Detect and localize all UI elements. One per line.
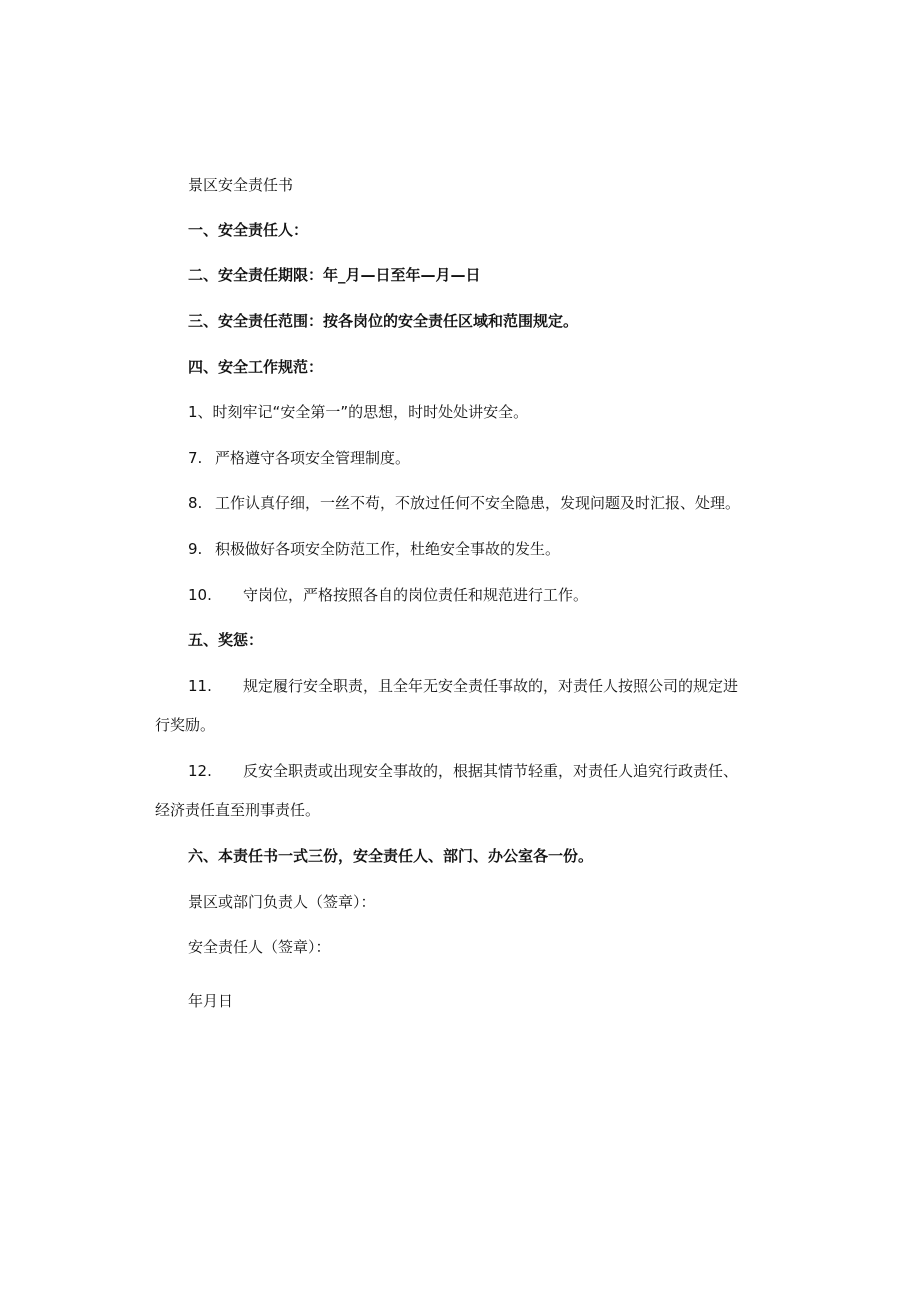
section-5-heading: 五、奖惩：	[188, 631, 264, 649]
list-item	[188, 492, 740, 514]
section-6-heading: 六、本责任书一式三份，安全责任人、部门、办公室各一份。	[188, 847, 594, 865]
list-item-number: 9.	[188, 540, 203, 558]
list-item-number: 11.	[188, 677, 212, 695]
list-item-number: 7.	[188, 449, 203, 467]
list-item	[188, 675, 738, 697]
list-item	[188, 760, 738, 782]
list-item-number: 12.	[188, 762, 212, 780]
list-item-number: 8.	[188, 494, 203, 512]
list-item	[188, 401, 528, 423]
list-item-text: 守岗位，严格按照各自的岗位责任和规范进行工作。	[243, 586, 589, 604]
list-item	[188, 584, 588, 606]
list-item-text: 规定履行安全职责，且全年无安全责任事故的，对责任人按照公司的规定进	[243, 677, 739, 695]
person-signature-line: 安全责任人（签章）：	[188, 938, 331, 956]
list-item-text: 工作认真仔细，一丝不苟，不放过任何不安全隐患，发现问题及时汇报、处理。	[215, 494, 741, 512]
section-3-heading: 三、安全责任范围：按各岗位的安全责任区域和范围规定。	[188, 312, 579, 330]
list-item-text: 反安全职责或出现安全事故的，根据其情节轻重，对责任人追究行政责任、	[243, 762, 739, 780]
list-item-text: 积极做好各项安全防范工作，杜绝安全事故的发生。	[215, 540, 561, 558]
list-item-continuation: 经济责任直至刑事责任。	[155, 801, 321, 819]
list-item-continuation: 行奖励。	[155, 716, 216, 734]
section-1-heading: 一、安全责任人：	[188, 221, 309, 239]
list-item-text: 1、时刻牢记“安全第一”的思想，时时处处讲安全。	[188, 403, 529, 421]
document-title: 景区安全责任书	[188, 176, 294, 194]
date-line: 年月日	[188, 992, 234, 1010]
section-4-heading: 四、安全工作规范：	[188, 358, 324, 376]
list-item-text: 严格遵守各项安全管理制度。	[215, 449, 411, 467]
list-item-number: 10.	[188, 586, 212, 604]
list-item	[188, 538, 560, 560]
section-2-heading: 二、安全责任期限：年_月—日至年—月—日	[188, 266, 481, 284]
department-signature-line: 景区或部门负责人（签章）：	[188, 893, 376, 911]
list-item	[188, 447, 410, 469]
